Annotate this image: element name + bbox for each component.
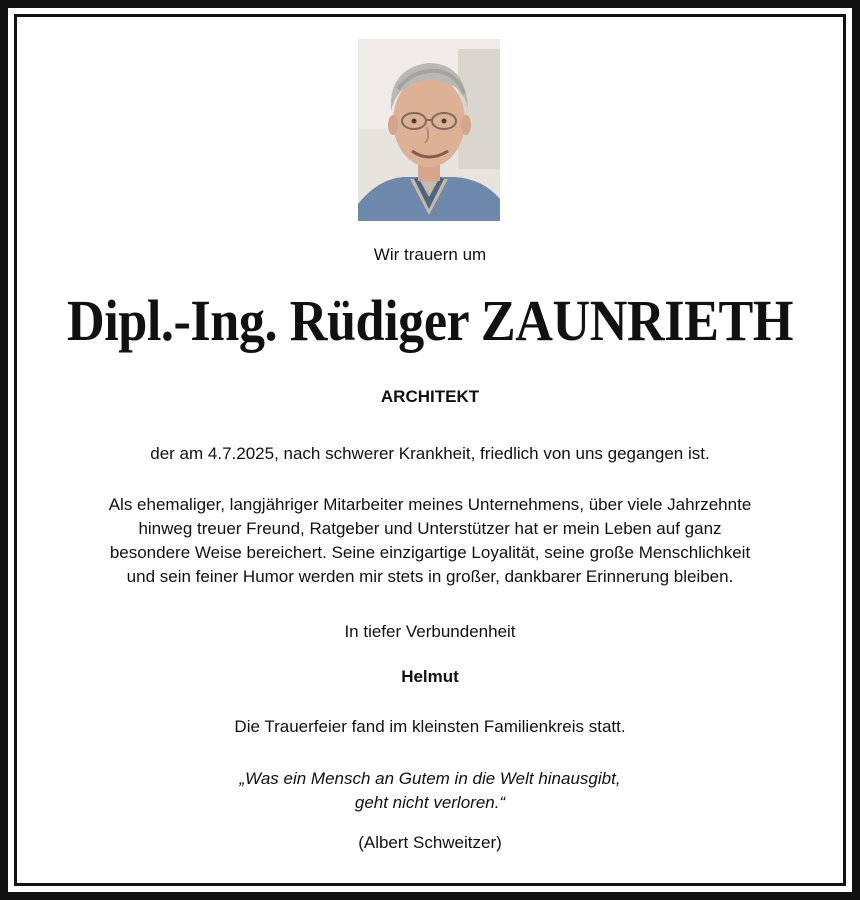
quote-line: geht nicht verloren.“ (354, 793, 506, 812)
quote-author: (Albert Schweitzer) (358, 833, 502, 852)
signatory-name: Helmut (401, 667, 459, 686)
deceased-name: Dipl.-Ing. Rüdiger ZAUNRIETH (66, 288, 794, 353)
profession-title: ARCHITEKT (380, 387, 480, 406)
tribute-line: Als ehemaliger, langjähriger Mitarbeiter meines Unternehmens, über viele Jahrzehnte (108, 495, 752, 514)
death-announcement: der am 4.7.2025, nach schwerer Krankheit, friedlich von uns gegangen ist. (150, 444, 710, 463)
tribute-line: hinweg treuer Freund, Ratgeber und Unterstützer hat er mein Leben auf ganz (138, 519, 722, 538)
intro-text: Wir trauern um (373, 245, 487, 264)
tribute-line: besondere Weise bereichert. Seine einzigartige Loyalität, seine große Menschlichkeit (109, 543, 751, 562)
closing-phrase: In tiefer Verbundenheit (344, 622, 516, 641)
tribute-line: und sein feiner Humor werden mir stets in großer, dankbarer Erinnerung bleiben. (126, 567, 734, 586)
quote-line: „Was ein Mensch an Gutem in die Welt hinausgibt, (239, 769, 621, 788)
funeral-note: Die Trauerfeier fand im kleinsten Familienkreis statt. (234, 717, 626, 736)
memorial-quote (20, 767, 840, 815)
portrait-photo (358, 39, 500, 221)
tribute-paragraph (20, 493, 840, 589)
